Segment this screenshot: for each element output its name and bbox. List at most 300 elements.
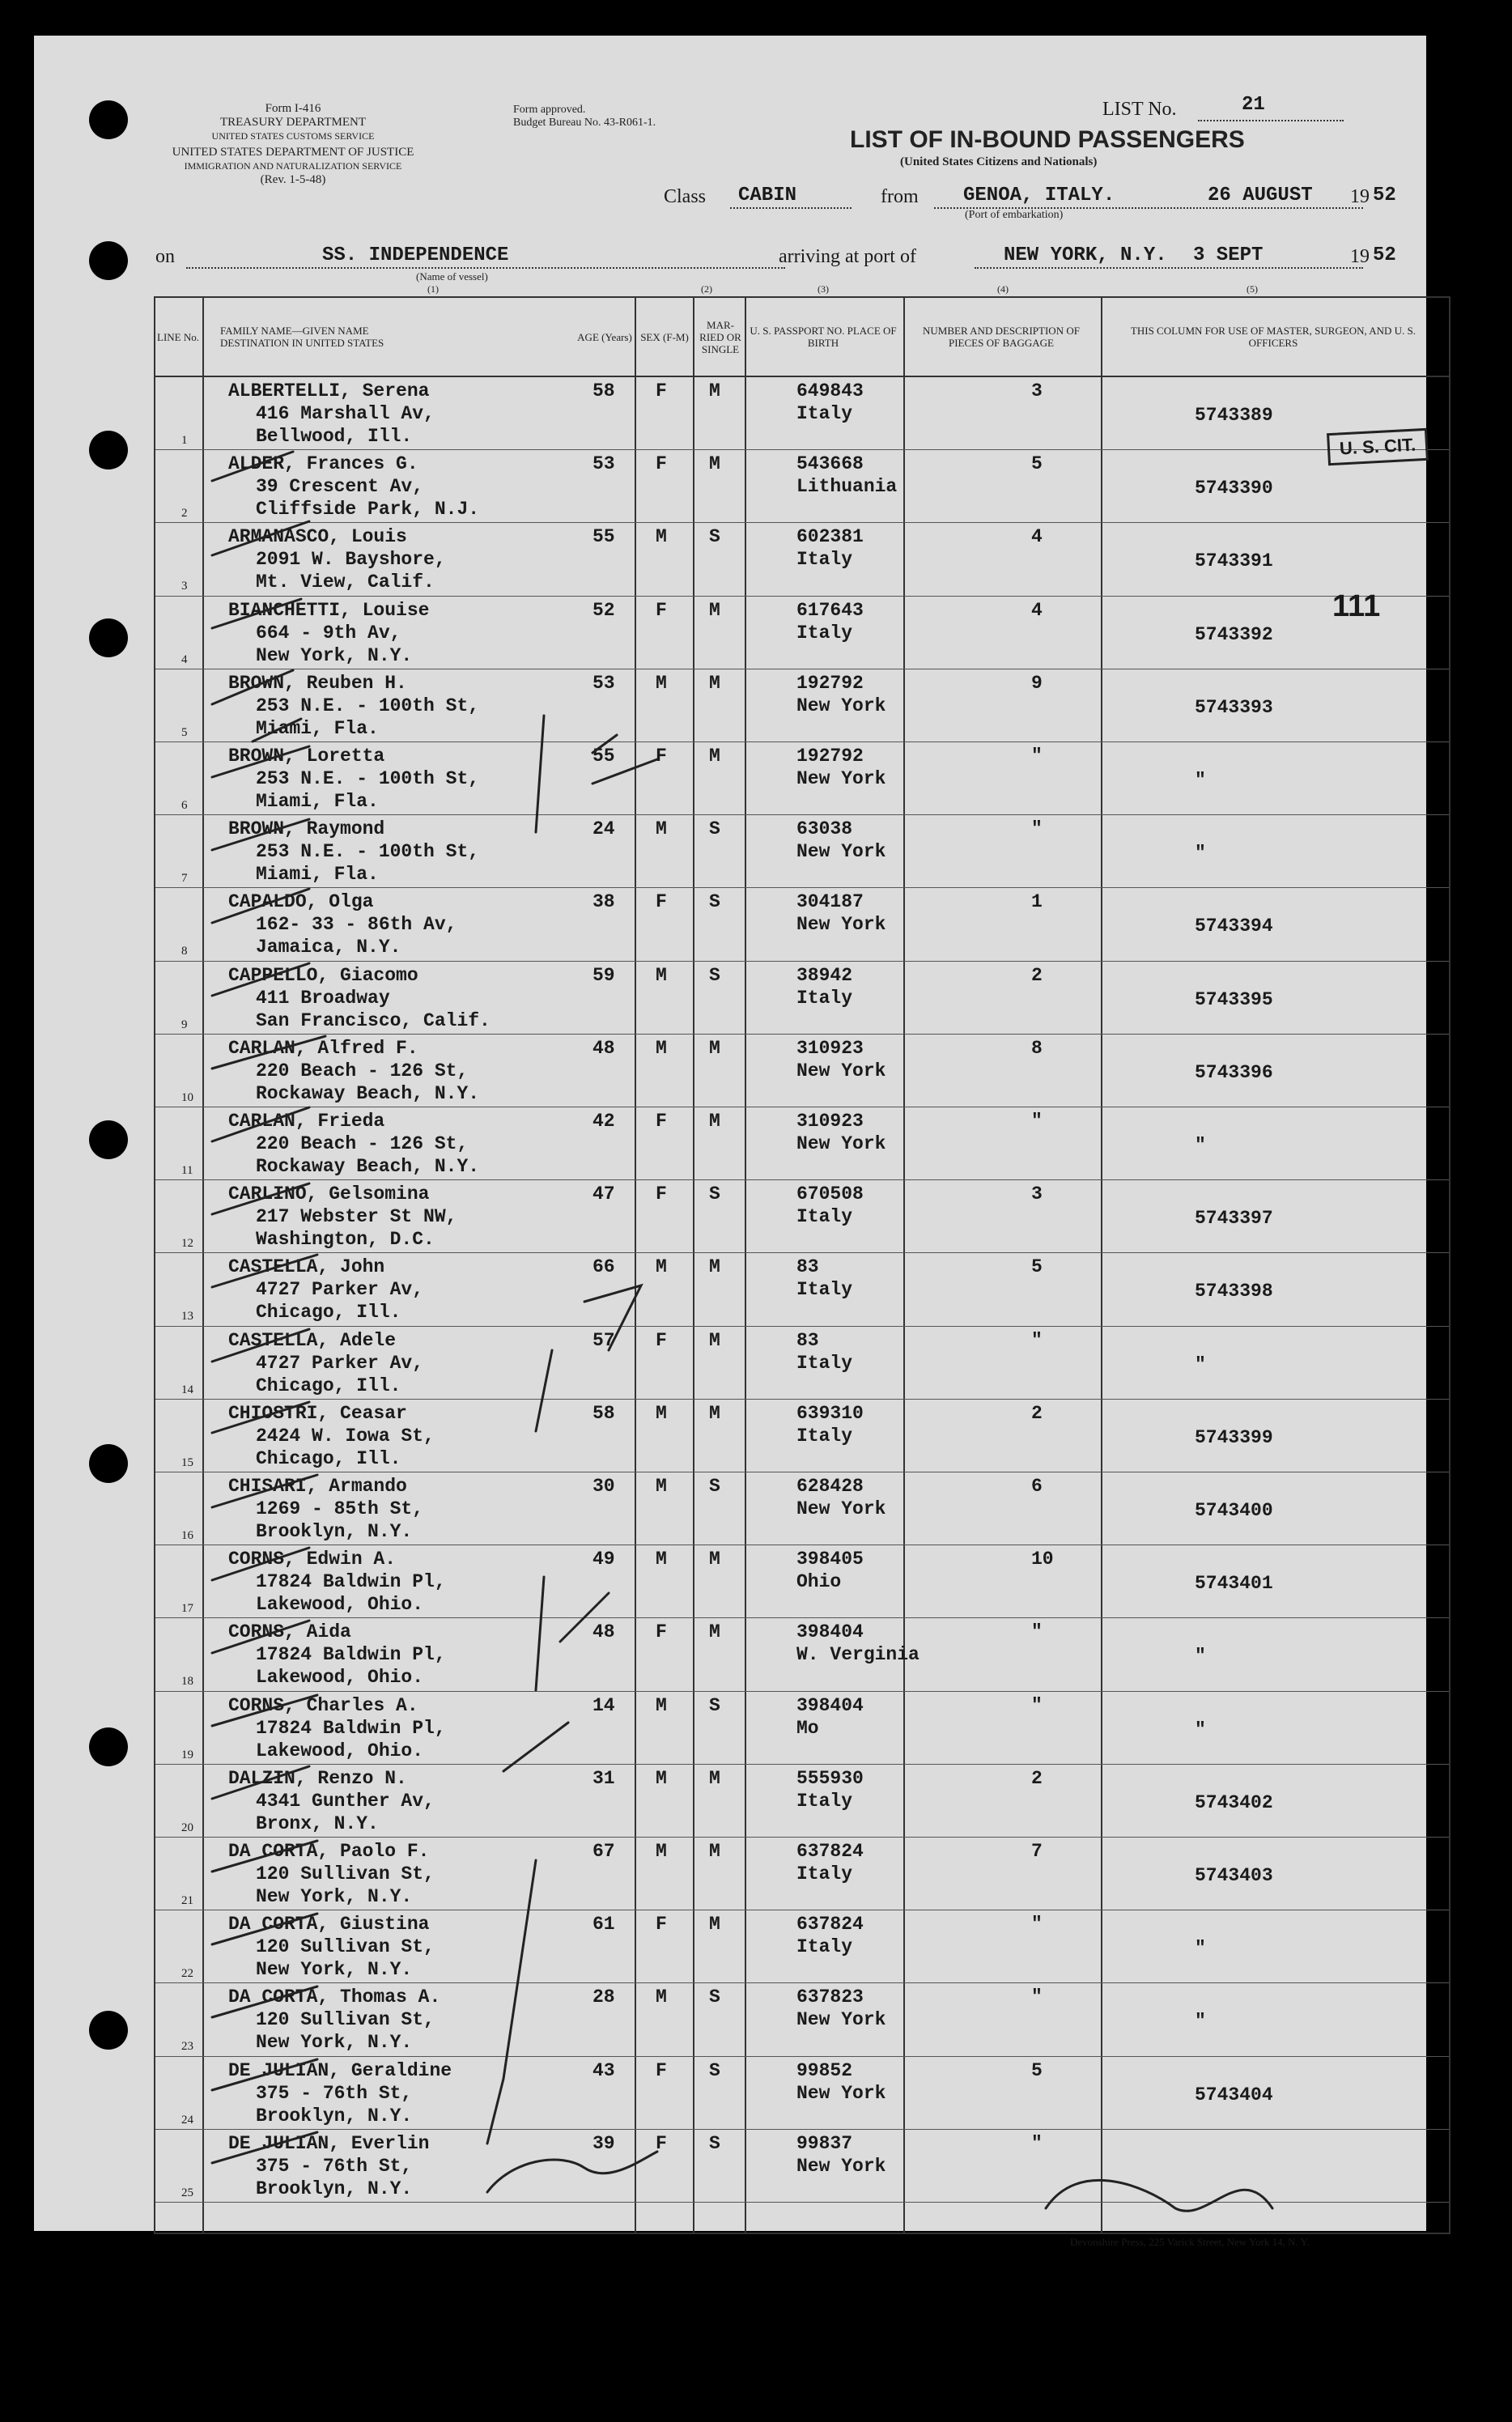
marital-status: M [709,1841,720,1862]
officer-number: 5743398 [1195,1281,1273,1302]
passport-number: 670508 [796,1183,864,1205]
line-number: 21 [181,1894,193,1907]
passenger-sex: F [656,1914,667,1935]
marital-status: S [709,2132,720,2154]
baggage-count: 5 [1031,453,1043,475]
passport-number: 99852 [796,2059,853,2081]
line-number: 2 [181,507,188,521]
col-header-name: FAMILY NAME—GIVEN NAME DESTINATION IN UNITED STATES [220,325,384,349]
page-title: LIST OF IN-BOUND PASSENGERS [850,126,1245,153]
passenger-age: 58 [592,1402,615,1424]
destination-city: Bellwood, Ill. [256,426,413,447]
passport-number: 555930 [796,1767,864,1789]
destination-city: Cliffside Park, N.J. [256,499,480,521]
destination-street: 4727 Parker Av, [256,1279,424,1301]
passport-number: 83 [796,1329,819,1351]
officer-number: " [1195,1719,1206,1740]
passenger-name: CORNS, Edwin A. [228,1549,397,1570]
passenger-name: DA CORTA, Paolo F. [228,1841,430,1862]
marital-status: M [709,1621,720,1643]
passport-number: 99837 [796,2132,853,2154]
marital-status: M [709,380,720,402]
passenger-sex: M [656,1694,667,1716]
marital-status: M [709,1111,720,1132]
passenger-age: 48 [592,1621,615,1643]
line-number: 23 [181,2040,193,2054]
destination-street: 17824 Baldwin Pl, [256,1717,446,1739]
line-number: 25 [181,2186,193,2199]
class-underline [730,207,852,209]
arrival-underline [975,267,1363,269]
destination-city: Chicago, Ill. [256,1375,401,1396]
place-of-birth: New York [796,2155,886,2177]
place-of-birth: Lithuania [796,476,898,498]
marital-status: M [709,1914,720,1935]
passenger-table [154,296,1450,2234]
marital-status: S [709,1694,720,1716]
col-num-4: (4) [997,283,1009,295]
baggage-count: 8 [1031,1037,1043,1059]
destination-city: Jamaica, N.Y. [256,937,401,958]
form-approved: Form approved. [513,104,586,116]
list-number: 21 [1242,94,1265,116]
officer-number: 5743392 [1195,623,1273,645]
place-of-birth: Italy [796,1936,853,1958]
passenger-name: BROWN, Loretta [228,746,385,767]
passenger-sex: M [656,1549,667,1570]
baggage-count: " [1031,1621,1043,1643]
place-of-birth: New York [796,914,886,936]
destination-city: Washington, D.C. [256,1229,435,1251]
place-of-birth: New York [796,1498,886,1519]
citizen-stamp: U. S. CIT. [1327,428,1429,465]
line-number: 12 [181,1237,193,1251]
line-number: 4 [181,652,188,666]
baggage-count: 3 [1031,380,1043,402]
passenger-name: CARLAN, Alfred F. [228,1037,418,1059]
passenger-age: 42 [592,1111,615,1132]
line-number: 15 [181,1455,193,1469]
on-label: on [155,246,175,267]
col-num-1: (1) [427,283,439,295]
baggage-count: 10 [1031,1549,1054,1570]
place-of-birth: Italy [796,1790,853,1812]
passenger-age: 28 [592,1986,615,2008]
baggage-count: 1 [1031,891,1043,913]
binder-hole [89,1120,128,1159]
passport-number: 38942 [796,964,853,986]
passenger-sex: M [656,672,667,694]
class-value: CABIN [738,185,797,206]
passenger-name: BROWN, Reuben H. [228,672,407,694]
destination-city: Rockaway Beach, N.Y. [256,1082,480,1104]
destination-city: New York, N.Y. [256,644,413,666]
passenger-name: ALDER, Frances G. [228,453,418,475]
destination-street: 17824 Baldwin Pl, [256,1571,446,1593]
destination-city: Brooklyn, N.Y. [256,2105,413,2127]
passenger-sex: F [656,891,667,913]
line-number: 22 [181,1967,193,1981]
place-of-birth: W. Verginia [796,1644,920,1666]
marital-status: M [709,1549,720,1570]
officer-number: 5743404 [1195,2084,1273,2105]
line-number: 20 [181,1821,193,1834]
passenger-name: DA CORTA, Thomas A. [228,1986,441,2008]
destination-street: 120 Sullivan St, [256,1863,435,1884]
baggage-count: 2 [1031,1402,1043,1424]
officer-number: " [1195,1646,1206,1668]
marital-status: S [709,1476,720,1497]
from-label: from [881,186,919,207]
officer-number: 5743396 [1195,1061,1273,1083]
passport-number: 192792 [796,672,864,694]
passport-number: 83 [796,1256,819,1278]
destination-city: San Francisco, Calif. [256,1009,491,1031]
document-page [34,36,1426,2248]
col-header-officers: THIS COLUMN FOR USE OF MASTER, SURGEON, AND U. S. OFFICERS [1130,325,1416,349]
place-of-birth: Ohio [796,1571,842,1593]
destination-city: Miami, Fla. [256,791,379,812]
marital-status: M [709,453,720,475]
destination-street: 220 Beach - 126 St, [256,1133,469,1154]
line-number: 17 [181,1602,193,1616]
col-header-married: MAR-RIED OR SINGLE [699,318,741,355]
baggage-count: " [1031,1986,1043,2008]
passenger-age: 53 [592,453,615,475]
line-number: 5 [181,725,188,739]
passenger-name: ARMANASCO, Louis [228,526,407,548]
binder-hole [89,431,128,470]
line-number: 9 [181,1018,188,1031]
col-num-5: (5) [1247,283,1258,295]
destination-city: Mt. View, Calif. [256,572,435,593]
destination-city: Brooklyn, N.Y. [256,1521,413,1542]
passenger-age: 53 [592,672,615,694]
passport-number: 310923 [796,1111,864,1132]
place-of-birth: Italy [796,622,853,644]
arrival-date: 3 SEPT [1193,244,1264,266]
destination-city: Bronx, N.Y. [256,1812,379,1834]
line-number: 11 [181,1164,193,1177]
baggage-count: " [1031,746,1043,767]
place-of-birth: Italy [796,1206,853,1228]
destination-city: New York, N.Y. [256,2032,413,2054]
place-of-birth: New York [796,2082,886,2104]
baggage-count: 5 [1031,2059,1043,2081]
passport-number: 398404 [796,1621,864,1643]
passport-number: 637823 [796,1986,864,2008]
marital-status: M [709,599,720,621]
marital-status: M [709,1329,720,1351]
place-of-birth: Italy [796,987,853,1009]
destination-street: 1269 - 85th St, [256,1498,424,1519]
baggage-count: " [1031,2132,1043,2154]
passenger-age: 49 [592,1549,615,1570]
line-number: 18 [181,1675,193,1689]
passenger-name: CAPALDO, Olga [228,891,374,913]
destination-street: 411 Broadway [256,987,390,1009]
passenger-sex: M [656,1767,667,1789]
annotation-111: 111 [1332,589,1381,623]
line-number: 16 [181,1529,193,1542]
port-caption: (Port of embarkation) [965,209,1064,221]
form-number: Form I-416 [265,102,321,115]
passport-number: 543668 [796,453,864,475]
list-underline [1198,120,1344,121]
passport-number: 628428 [796,1476,864,1497]
destination-street: 664 - 9th Av, [256,622,401,644]
passenger-age: 67 [592,1841,615,1862]
justice-label: UNITED STATES DEPARTMENT OF JUSTICE [172,146,414,159]
marital-status: S [709,1183,720,1205]
place-of-birth: New York [796,1060,886,1081]
destination-street: 120 Sullivan St, [256,1936,435,1958]
passenger-name: CASTELLA, Adele [228,1329,397,1351]
passenger-name: DE JULIAN, Everlin [228,2132,430,2154]
col-num-2: (2) [701,283,712,295]
customs-label: UNITED STATES CUSTOMS SERVICE [211,130,375,142]
passenger-sex: F [656,1111,667,1132]
destination-street: 2424 W. Iowa St, [256,1425,435,1447]
destination-street: 253 N.E. - 100th St, [256,695,480,716]
destination-street: 217 Webster St NW, [256,1206,457,1228]
place-of-birth: Italy [796,549,853,571]
embarkation-port: GENOA, ITALY. [963,185,1115,206]
passenger-sex: F [656,2132,667,2154]
passenger-name: DE JULIAN, Geraldine [228,2059,452,2081]
binder-hole [89,2011,128,2050]
passport-number: 310923 [796,1037,864,1059]
officer-number: " [1195,770,1206,791]
passenger-age: 61 [592,1914,615,1935]
officer-number: " [1195,1353,1206,1375]
line-number: 3 [181,580,188,593]
line-number: 6 [181,799,188,812]
line-number: 8 [181,945,188,958]
marital-status: S [709,2059,720,2081]
passenger-name: BROWN, Raymond [228,818,385,840]
passenger-sex: M [656,1841,667,1862]
destination-street: 375 - 76th St, [256,2155,413,2177]
destination-street: 253 N.E. - 100th St, [256,768,480,789]
passenger-sex: F [656,1183,667,1205]
passenger-sex: M [656,526,667,548]
passport-number: 649843 [796,380,864,402]
baggage-count: 2 [1031,1767,1043,1789]
revision-label: (Rev. 1-5-48) [260,173,326,186]
marital-status: M [709,1767,720,1789]
marital-status: S [709,1986,720,2008]
line-number: 24 [181,2113,193,2127]
destination-street: 17824 Baldwin Pl, [256,1644,446,1666]
passport-number: 617643 [796,599,864,621]
baggage-count: " [1031,1694,1043,1716]
officer-number: " [1195,843,1206,865]
arrival-year: 52 [1373,244,1396,266]
passenger-name: CORNS, Aida [228,1621,351,1643]
marital-status: S [709,818,720,840]
officer-number: " [1195,1135,1206,1156]
baggage-count: " [1031,1111,1043,1132]
passenger-sex: F [656,1621,667,1643]
destination-city: New York, N.Y. [256,1959,413,1981]
baggage-count: " [1031,1329,1043,1351]
approval-block [513,104,656,130]
col-header-sex: SEX (F-M) [640,330,689,343]
passenger-age: 30 [592,1476,615,1497]
passenger-name: CARLAN, Frieda [228,1111,385,1132]
departure-year: 52 [1373,185,1396,206]
passenger-sex: M [656,1402,667,1424]
destination-street: 253 N.E. - 100th St, [256,841,480,863]
col-header-passport: U. S. PASSPORT NO. PLACE OF BIRTH [750,325,897,349]
passenger-name: BIANCHETTI, Louise [228,599,430,621]
place-of-birth: Mo [796,1717,819,1739]
marital-status: M [709,1402,720,1424]
col-header-line: LINE No. [157,330,199,343]
line-number: 19 [181,1748,193,1761]
officer-number: 5743390 [1195,478,1273,499]
destination-street: 39 Crescent Av, [256,476,424,498]
place-of-birth: Italy [796,1279,853,1301]
baggage-count: " [1031,818,1043,840]
officer-number: 5743402 [1195,1791,1273,1813]
passenger-age: 14 [592,1694,615,1716]
marital-status: S [709,964,720,986]
destination-street: 4727 Parker Av, [256,1352,424,1374]
line-number: 1 [181,434,188,447]
officer-number: 5743399 [1195,1426,1273,1448]
departure-year-prefix: 19 [1350,186,1370,207]
vessel-underline [186,267,785,269]
passenger-sex: F [656,380,667,402]
printer-footer: Devonshire Press, 225 Varick Street, New York 14, N. Y. [1070,2236,1310,2248]
destination-city: Brooklyn, N.Y. [256,2178,413,2199]
budget-bureau: Budget Bureau No. 43-R061-1. [513,117,656,129]
binder-hole [89,100,128,139]
passenger-sex: M [656,1476,667,1497]
destination-city: Chicago, Ill. [256,1447,401,1469]
passenger-name: CASTELLA, John [228,1256,385,1278]
passenger-sex: F [656,453,667,475]
officer-number: 5743393 [1195,696,1273,718]
passenger-sex: M [656,1986,667,2008]
passenger-age: 39 [592,2132,615,2154]
passport-number: 398405 [796,1549,864,1570]
baggage-count: 4 [1031,526,1043,548]
baggage-count: 3 [1031,1183,1043,1205]
passenger-name: CHISARI, Armando [228,1476,407,1497]
baggage-count: " [1031,1914,1043,1935]
officer-number: " [1195,2011,1206,2033]
col-num-3: (3) [818,283,829,295]
marital-status: M [709,746,720,767]
destination-street: 162- 33 - 86th Av, [256,914,457,936]
destination-street: 375 - 76th St, [256,2082,413,2104]
passenger-sex: F [656,599,667,621]
passenger-age: 58 [592,380,615,402]
passenger-age: 48 [592,1037,615,1059]
passenger-age: 43 [592,2059,615,2081]
arriving-label: arriving at port of [779,246,916,267]
passenger-name: CHIOSTRI, Ceasar [228,1402,407,1424]
ins-label: IMMIGRATION AND NATURALIZATION SERVICE [184,160,402,172]
destination-city: New York, N.Y. [256,1886,413,1907]
officer-number: " [1195,1938,1206,1960]
place-of-birth: Italy [796,403,853,424]
officer-number: 5743395 [1195,988,1273,1010]
place-of-birth: New York [796,1133,886,1154]
arrival-year-prefix: 19 [1350,246,1370,267]
officer-number: 5743400 [1195,1500,1273,1521]
destination-city: Rockaway Beach, N.Y. [256,1156,480,1177]
destination-street: 220 Beach - 126 St, [256,1060,469,1081]
col-header-baggage: NUMBER AND DESCRIPTION OF PIECES OF BAGGAGE [923,325,1080,349]
line-number: 14 [181,1383,193,1396]
destination-city: Miami, Fla. [256,717,379,739]
passenger-name: ALBERTELLI, Serena [228,380,430,402]
passport-number: 637824 [796,1841,864,1862]
destination-city: Lakewood, Ohio. [256,1594,424,1616]
marital-status: S [709,526,720,548]
col-header-age: AGE (Years) [577,330,632,343]
destination-street: 2091 W. Bayshore, [256,549,446,571]
officer-number: 5743403 [1195,1865,1273,1886]
destination-city: Miami, Fla. [256,864,379,886]
vessel-caption: (Name of vessel) [416,270,488,283]
justice-block [155,146,431,187]
page-subtitle: (United States Citizens and Nationals) [900,155,1098,168]
passenger-age: 55 [592,746,615,767]
passport-number: 304187 [796,891,864,913]
passenger-name: CARLINO, Gelsomina [228,1183,430,1205]
handwriting-overlay [155,298,1449,2233]
line-number: 13 [181,1310,193,1324]
destination-city: Lakewood, Ohio. [256,1740,424,1761]
passenger-name: DALZIN, Renzo N. [228,1767,407,1789]
place-of-birth: New York [796,695,886,716]
class-label: Class [664,186,707,207]
officer-number: 5743394 [1195,916,1273,937]
marital-status: M [709,672,720,694]
departure-date: 26 AUGUST [1208,185,1313,206]
passenger-name: DA CORTA, Giustina [228,1914,430,1935]
passenger-age: 57 [592,1329,615,1351]
destination-city: Chicago, Ill. [256,1302,401,1324]
place-of-birth: New York [796,2009,886,2031]
binder-hole [89,618,128,657]
passenger-sex: M [656,964,667,986]
baggage-count: 5 [1031,1256,1043,1278]
officer-number: 5743391 [1195,550,1273,572]
place-of-birth: Italy [796,1863,853,1884]
list-label: LIST No. [1102,99,1177,120]
passenger-sex: M [656,1037,667,1059]
place-of-birth: New York [796,841,886,863]
place-of-birth: Italy [796,1425,853,1447]
agency-block [155,102,431,143]
passenger-name: CAPPELLO, Giacomo [228,964,418,986]
binder-hole [89,241,128,280]
binder-hole [89,1444,128,1483]
passenger-age: 59 [592,964,615,986]
passenger-sex: F [656,1329,667,1351]
binder-hole [89,1727,128,1766]
passenger-sex: M [656,1256,667,1278]
officer-number: 5743397 [1195,1208,1273,1230]
passport-number: 639310 [796,1402,864,1424]
destination-street: 120 Sullivan St, [256,2009,435,2031]
